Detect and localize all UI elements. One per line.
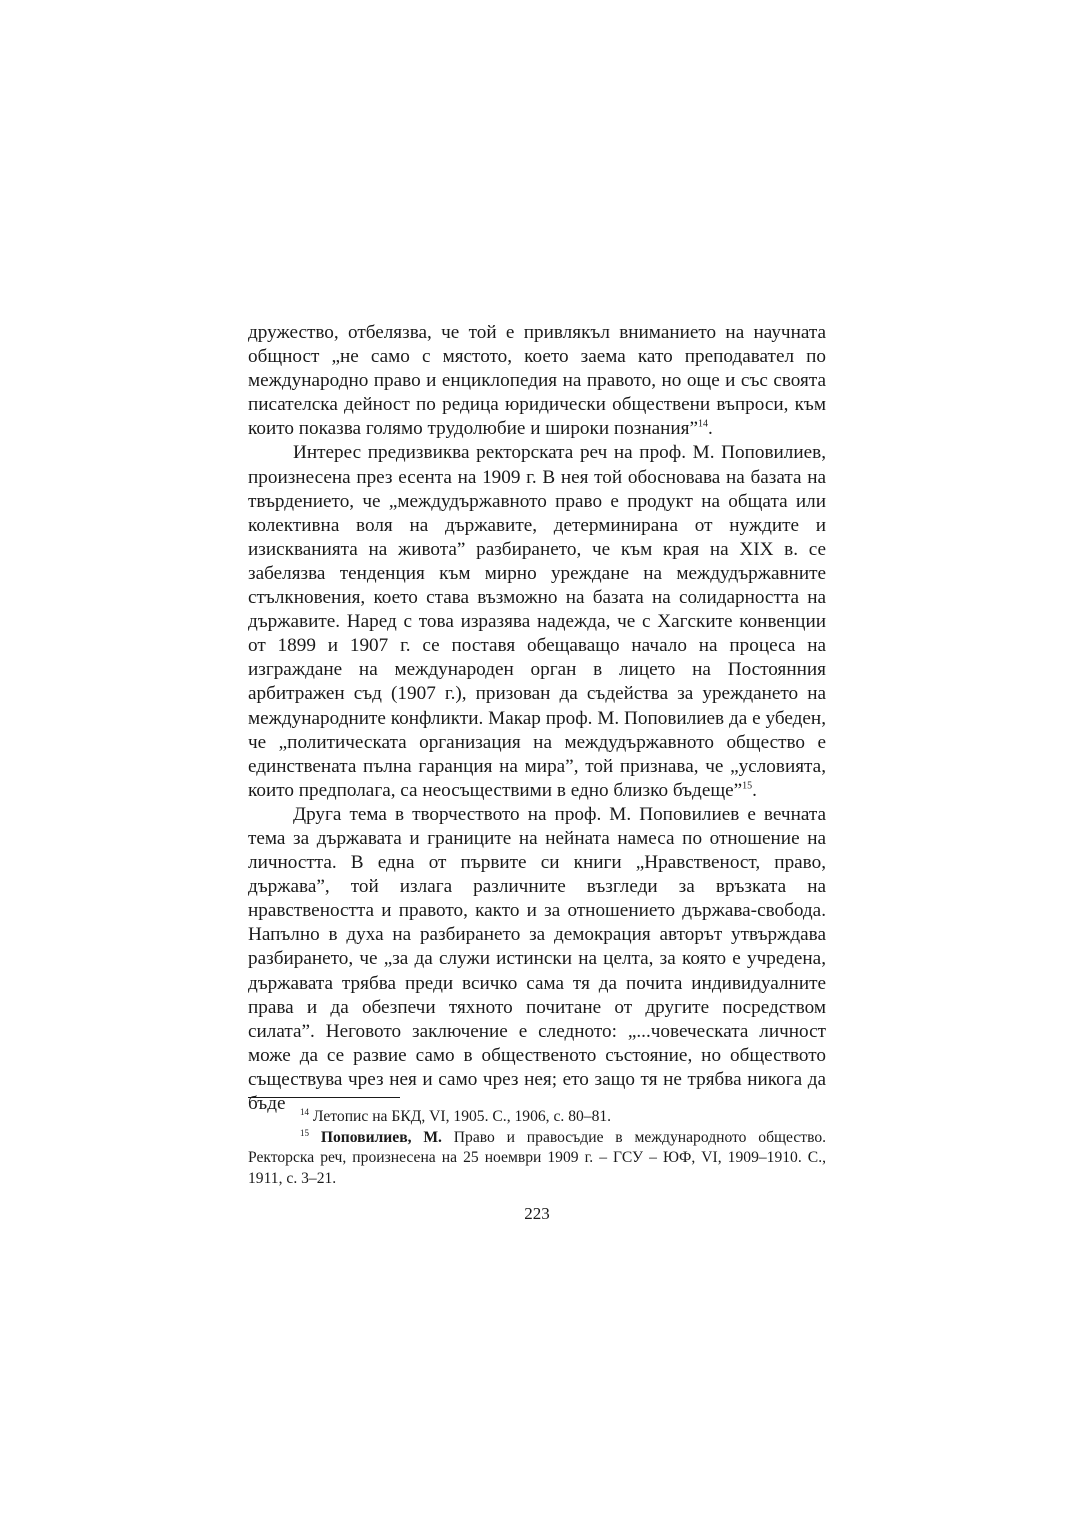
paragraph-2-text: Интерес предизвиква ректорската реч на проф. М. Поповилиев, произнесена през есента на 1909 г. В нея той обосновава на базата на твърдението, че „междудържавното право е продукт на общата или колективна воля на държавите, детерминирана от нуждите и изискванията на живота” разбирането, че към края на XIX в. се забелязва тенденция към мирно уреждане на междудържавните стълкновения, което става възможно на базата на солидарността на държавите. Наред с това изразява надежда, че с Хагските конвенции от 1899 и 1907 г. се поставя обещаващо начало на процеса на изграждане на международен орган в лицето на Постоянния арбитражен съд (1907 г.), призован да съдейства за уреждането на международните конфликти. Макар проф. М. Поповилиев да е убеден, че „политическата организация на междудържавното общество е единствената пълна гаранция на мира”, той признава, че „условията, които предполага, са неосъществими в едно близко бъдеще” <box>248 442 826 801</box>
paragraph-3-text: Друга тема в творчеството на проф. М. Поповилиев е вечната тема за държавата и границите на нейната намеса по отношение на личността. В една от първите си книги „Нравственост, право, държава”, той излага различните възгледи за връзката на нравствеността и правото, както и за отношението държава-свобода. Напълно в духа на разбирането за демокрация авторът утвърждава разбирането, че „за да служи истински на целта, за която е учредена, държавата трябва преди всичко сама тя да почита индивидуалните права и да обезпечи тяхното почитане от другите посредством силата”. Неговото заключение е следното: „...човеческата личност може да се развие само в общественото състояние, но обществото съществува чрез нея и само чрез нея; ето защо тя не трябва никога да бъде <box>248 803 826 1114</box>
footnote-15-text: Право и правосъдие в международното общество. Ректорска реч, произнесена на 25 ноември 1909 г. – ГСУ – ЮФ, VI, 1909–1910. С., 1911, с. 3–21. <box>248 1128 827 1187</box>
footnote-15-author: Поповилиев, М. <box>320 1128 442 1146</box>
footnote-14-marker: 14 <box>300 1106 309 1117</box>
footnote-14-text: Летопис на БКД, VI, 1905. С., 1906, с. 80–81. <box>312 1108 612 1125</box>
footnote-ref-14[interactable]: 14 <box>698 418 708 430</box>
footnote-ref-15[interactable]: 15 <box>742 780 753 792</box>
main-text <box>248 321 826 1116</box>
footnotes <box>248 1107 826 1189</box>
paragraph-1-tail: . <box>708 418 713 440</box>
footnote-separator <box>248 1097 400 1098</box>
footnote-14 <box>248 1107 826 1128</box>
footnote-15 <box>248 1128 826 1190</box>
footnote-15-marker: 15 <box>300 1127 309 1138</box>
paragraph-3 <box>248 803 826 1116</box>
paragraph-2 <box>248 441 826 802</box>
page-number: 223 <box>524 1204 550 1223</box>
paragraph-2-tail: . <box>752 779 757 801</box>
paragraph-1 <box>248 321 826 441</box>
paragraph-1-text: дружество, отбелязва, че той е привлякъл вниманието на научната общност „не само с мястото, което заема като преподавател по международно право и енциклопедия на правото, но още и със своята писателска дейност по редица юридически обществени въпроси, към които показва голямо трудолюбие и широки познания” <box>248 322 826 440</box>
